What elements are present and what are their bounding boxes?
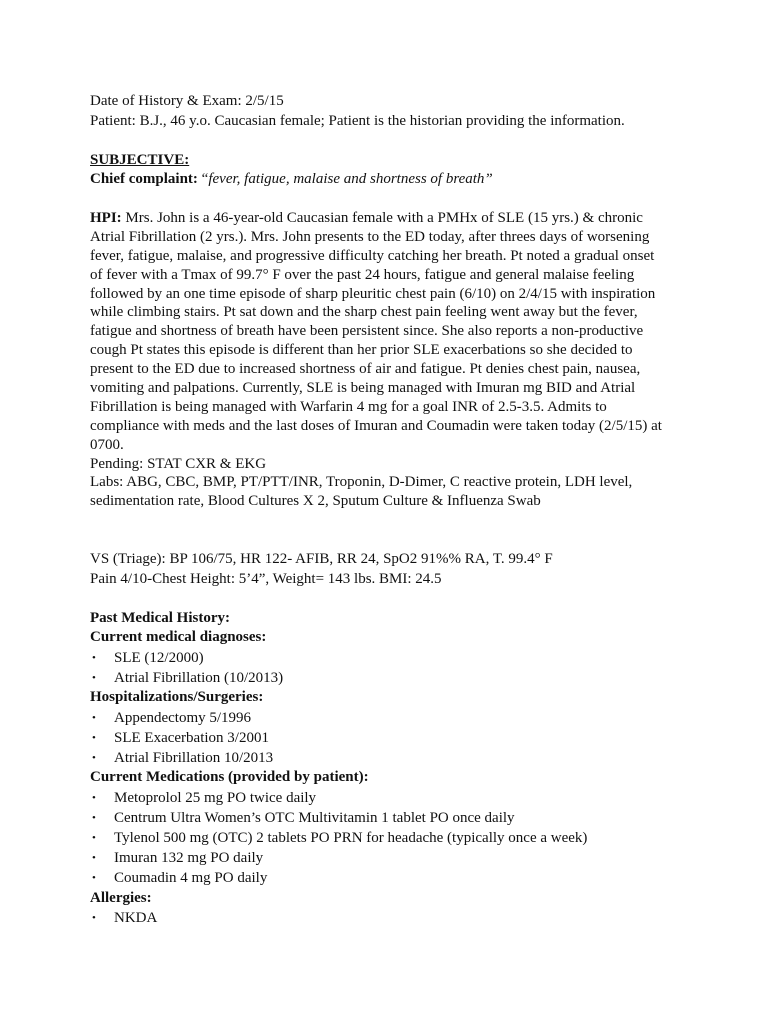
list-item: • Metoprolol 25 mg PO twice daily	[90, 788, 750, 808]
list-item: • Centrum Ultra Women’s OTC Multivitamin 1 tablet PO once daily	[90, 808, 750, 828]
bullet-icon: •	[92, 832, 96, 845]
hpi-line: of fever with a Tmax of 99.7° F over the past 24 hours, fatigue and general malaise feeling	[90, 266, 635, 283]
bullet-icon: •	[92, 731, 96, 744]
medications-heading: Current Medications (provided by patient):	[90, 769, 369, 786]
hpi-line: fatigue and shortness of breath have been persistent since. She also reports a non-productive	[90, 323, 644, 340]
bullet-icon: •	[92, 711, 96, 724]
chief-complaint-text: fever, fatigue, malaise and shortness of breath”	[208, 171, 493, 187]
subjective-heading: SUBJECTIVE:	[90, 151, 190, 168]
list-item: • Appendectomy 5/1996	[90, 708, 750, 728]
medications-list	[90, 788, 750, 889]
list-item: • SLE Exacerbation 3/2001	[90, 728, 750, 748]
hpi-line: Atrial Fibrillation (2 yrs.). Mrs. John presents to the ED today, after threes days of worsening	[90, 228, 650, 245]
patient-info: Patient: B.J., 46 y.o. Caucasian female; Patient is the historian providing the information.	[90, 112, 625, 129]
allergies-heading: Allergies:	[90, 889, 152, 906]
hpi-line: cough Pt states this episode is different than her prior SLE exacerbations so she decided to	[90, 342, 633, 359]
bullet-icon: •	[92, 671, 96, 684]
hpi-section	[90, 209, 750, 511]
list-item: • Imuran 132 mg PO daily	[90, 848, 750, 868]
bullet-icon: •	[92, 791, 96, 804]
bullet-icon: •	[92, 852, 96, 865]
exam-date: Date of History & Exam: 2/5/15	[90, 93, 284, 109]
bullet-icon: •	[92, 752, 96, 764]
allergies-list	[90, 908, 750, 928]
hpi-line: followed by an one time episode of sharp pleuritic chest pain (6/10) on 2/4/15 with inspiration	[90, 285, 656, 302]
chief-complaint-label: Chief complaint:	[90, 171, 198, 187]
diagnoses-heading: Current medical diagnoses:	[90, 629, 267, 646]
labs-line: Labs: ABG, CBC, BMP, PT/PTT/INR, Troponin, D-Dimer, C reactive protein, LDH level,	[90, 474, 633, 491]
hpi-line: present to the ED due to increased shortness of air and fatigue. Pt denies chest pain, nausea,	[90, 361, 641, 378]
list-item: • SLE (12/2000)	[90, 648, 750, 668]
hpi-line: fever, fatigue, malaise, and progressive difficulty catching her breath. Pt noted a gradual onset	[90, 247, 655, 264]
list-item: • Coumadin 4 mg PO daily	[90, 868, 750, 888]
pmh-heading: Past Medical History:	[90, 609, 230, 626]
hpi-line: vomiting and palpations. Currently, SLE is being managed with Imuran mg BID and Atrial	[90, 380, 636, 397]
hospitalizations-heading: Hospitalizations/Surgeries:	[90, 689, 264, 706]
document-page	[90, 92, 750, 928]
list-item: • NKDA	[90, 908, 750, 928]
labs-line: sedimentation rate, Blood Cultures X 2, Sputum Culture & Influenza Swab	[90, 493, 541, 510]
hpi-text: Mrs. John is a 46-year-old Caucasian female with a PMHx of SLE (15 yrs.) & chronic	[121, 210, 643, 226]
pain-height-weight: Pain 4/10-Chest Height: 5’4”, Weight= 143 lbs. BMI: 24.5	[90, 570, 442, 587]
vital-signs: VS (Triage): BP 106/75, HR 122- AFIB, RR 24, SpO2 91%% RA, T. 99.4° F	[90, 551, 553, 568]
list-item: • Atrial Fibrillation (10/2013)	[90, 668, 750, 688]
hpi-line	[90, 209, 750, 228]
hpi-line: while climbing stairs. Pt sat down and the sharp chest pain feeling went away but the fever,	[90, 304, 638, 321]
bullet-icon: •	[92, 651, 96, 664]
hpi-label: HPI:	[90, 210, 122, 226]
hpi-line: Fibrillation is being managed with Warfarin 4 mg for a goal INR of 2.5-3.5. Admits to	[90, 398, 607, 415]
diagnoses-list	[90, 648, 750, 688]
hpi-line: compliance with meds and the last doses of Imuran and Coumadin were taken today (2/5/15) at	[90, 417, 662, 434]
list-item: • Tylenol 500 mg (OTC) 2 tablets PO PRN for headache (typically once a week)	[90, 828, 750, 848]
chief-complaint	[90, 170, 750, 190]
list-item: • Atrial Fibrillation 10/2013	[90, 748, 750, 768]
hospitalizations-list	[90, 708, 750, 769]
hpi-line: 0700.	[90, 436, 124, 453]
pending-tests: Pending: STAT CXR & EKG	[90, 455, 267, 472]
bullet-icon: •	[92, 872, 96, 885]
chief-complaint-quote: “	[197, 171, 209, 187]
bullet-icon: •	[92, 912, 96, 925]
bullet-icon: •	[92, 811, 96, 824]
